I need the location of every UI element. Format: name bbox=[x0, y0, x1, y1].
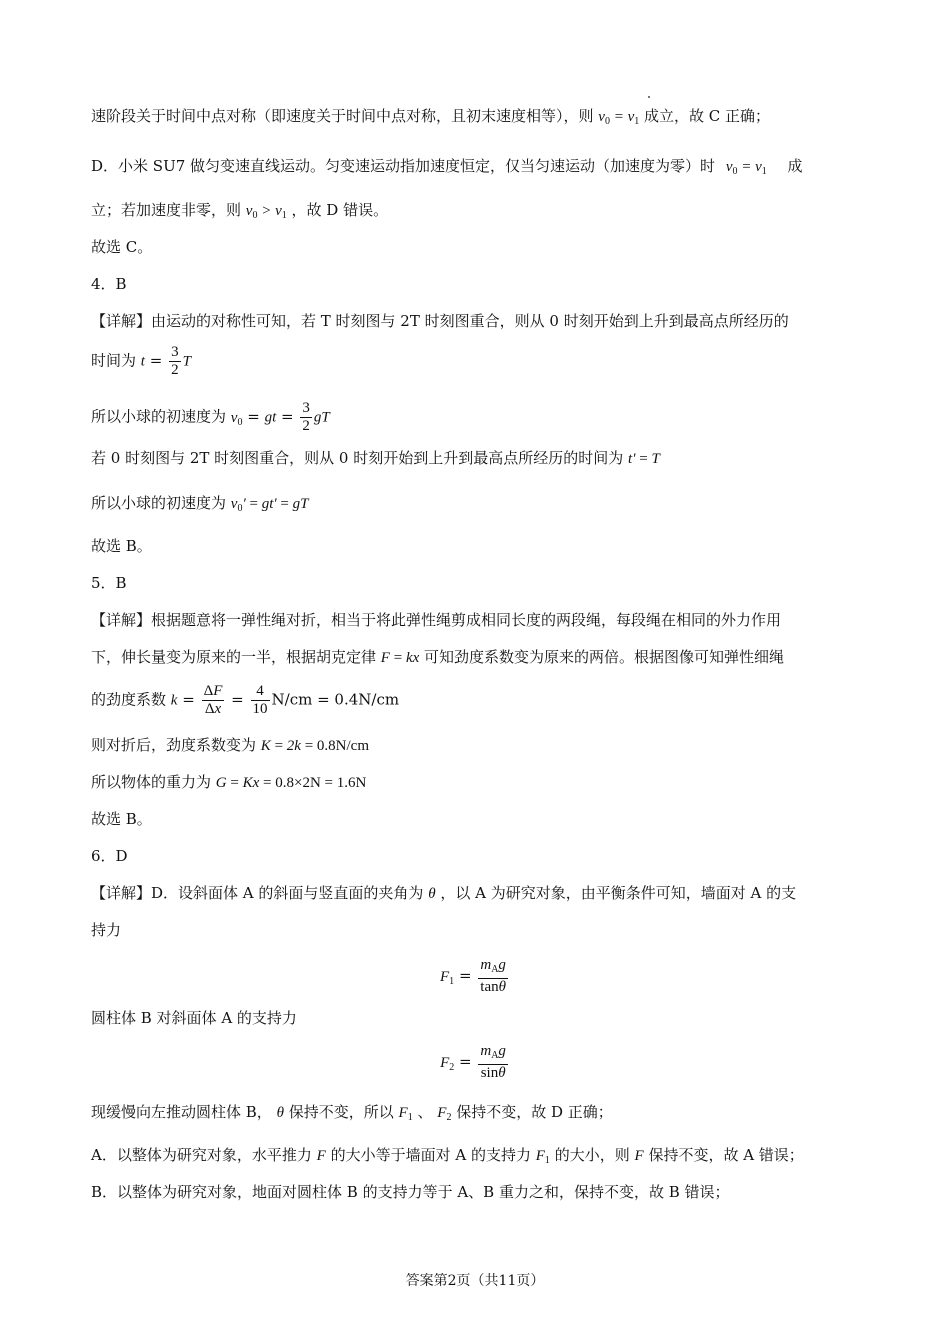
text-line: 下，伸长量变为原来的一半，根据胡克定律 F = kx 可知劲度系数变为原来的两倍。根据图像可知弹性细绳 bbox=[91, 648, 785, 666]
page-footer: 答案第2页（共11页） bbox=[405, 1273, 545, 1289]
math-K: K = 2k = 0.8N/cm bbox=[260, 738, 369, 754]
fraction: $\frac{m_Ag}{\sin\theta}$ bbox=[480, 1043, 506, 1081]
math-G: G = Kx = 0.8×2N = 1.6N bbox=[215, 775, 367, 791]
text-line: 的劲度系数 k = $\frac{\Delta F}{\Delta x}$ = $\frac{4}{10}$ N/cm = 0.4N/cm bbox=[91, 683, 400, 717]
text-line: 【详解】由运动的对称性可知，若 T 时刻图与 2T 时刻图重合，则从 0 时刻开始到上升到最高点所经历的 bbox=[91, 312, 789, 330]
math-v0-prime: $v_0' = gt'$ = gT bbox=[230, 496, 309, 514]
text-line: 持力 bbox=[91, 921, 122, 939]
text-line: 若 0 时刻图与 2T 时刻图重合，则从 0 时刻开始到上升到最高点所经历的时间为 t′ = T bbox=[91, 449, 660, 467]
question-number: 6．D bbox=[91, 847, 128, 865]
fraction: $\frac{\Delta F}{\Delta x}$ bbox=[203, 683, 223, 717]
math-t-prime: t′ = T bbox=[628, 451, 660, 467]
text-line: D．小米 SU7 做匀变速直线运动。匀变速运动指加速度恒定，仅当匀速运动（加速度为零）时 $v_0 = v_1$ 成 bbox=[91, 157, 803, 177]
text-line: 则对折后，劲度系数变为 K = 2k = 0.8N/cm bbox=[91, 736, 369, 754]
stray-dot bbox=[648, 96, 650, 98]
text-line: 故选 B。 bbox=[91, 537, 152, 555]
fraction: $\frac{4}{10}$ bbox=[252, 683, 268, 717]
math-v0-eq-v1: $v_0 = v_1$ bbox=[725, 159, 767, 177]
text-line: 所以物体的重力为 G = Kx = 0.8×2N = 1.6N bbox=[91, 773, 367, 791]
equation-F1: $F_1$ = $\frac{m_Ag}{\tan\theta}$ bbox=[440, 957, 506, 995]
math-F2: $F_2$ bbox=[437, 1105, 452, 1123]
text-line: 现缓慢向左推动圆柱体 B， θ 保持不变，所以 $F_1$ 、 $F_2$ 保持不变，故 D 正确； bbox=[91, 1103, 613, 1123]
text-line: 立；若加速度非零，则 $v_0 > v_1$ ，故 D 错误。 bbox=[91, 201, 389, 221]
math-t: t bbox=[140, 353, 145, 370]
math-v0: $v_0$ bbox=[230, 409, 243, 428]
text-line: 速阶段关于时间中点对称（即速度关于时间中点对称，且初末速度相等），则 $v_0 = v_1$ 成立，故 C 正确； bbox=[91, 107, 771, 127]
text-line: 故选 B。 bbox=[91, 810, 152, 828]
math-theta: θ bbox=[276, 1105, 284, 1121]
math-F1: $F_1$ bbox=[398, 1105, 413, 1123]
math-F: F bbox=[316, 1148, 326, 1164]
text-line: 所以小球的初速度为 $v_0$ = gt = $\frac{3}{2}$ gT bbox=[91, 400, 330, 434]
text-line: 时间为 t = $\frac{3}{2}$ T bbox=[91, 344, 191, 378]
math-hooke: F = kx bbox=[380, 650, 420, 666]
text-line: 圆柱体 B 对斜面体 A 的支持力 bbox=[91, 1009, 297, 1027]
fraction: $\frac{m_Ag}{\tan\theta}$ bbox=[480, 957, 506, 995]
math-theta: θ bbox=[428, 886, 436, 902]
fraction: $\frac{3}{2}$ bbox=[171, 344, 179, 378]
text-line: 【详解】D．设斜面体 A 的斜面与竖直面的夹角为 θ ，以 A 为研究对象，由平衡条件可知，墙面对 A 的支 bbox=[91, 884, 797, 902]
math-v0-eq-v1: $v_0 = v_1$ bbox=[598, 109, 640, 127]
math-F1: $F_1$ bbox=[535, 1148, 550, 1166]
equation-F2: $F_2$ = $\frac{m_Ag}{\sin\theta}$ bbox=[440, 1043, 506, 1081]
text-line: A．以整体为研究对象，水平推力 F 的大小等于墙面对 A 的支持力 $F_1$ 的大小，则 F 保持不变，故 A 错误； bbox=[91, 1146, 804, 1166]
math-v0-gt-v1: $v_0 > v_1$ bbox=[245, 203, 287, 221]
fraction: $\frac{3}{2}$ bbox=[302, 400, 310, 434]
text-line: 所以小球的初速度为 $v_0' = gt'$ = gT bbox=[91, 494, 309, 514]
question-number: 4．B bbox=[91, 275, 127, 293]
question-number: 5．B bbox=[91, 574, 127, 592]
text-line: 【详解】根据题意将一弹性绳对折，相当于将此弹性绳剪成相同长度的两段绳，每段绳在相同的外力作用 bbox=[91, 611, 782, 629]
text-line: 故选 C。 bbox=[91, 238, 153, 256]
math-F: F bbox=[634, 1148, 644, 1164]
text-line: B．以整体为研究对象，地面对圆柱体 B 的支持力等于 A、B 重力之和，保持不变，故 B 错误； bbox=[91, 1183, 730, 1201]
math-k: k bbox=[170, 692, 178, 709]
